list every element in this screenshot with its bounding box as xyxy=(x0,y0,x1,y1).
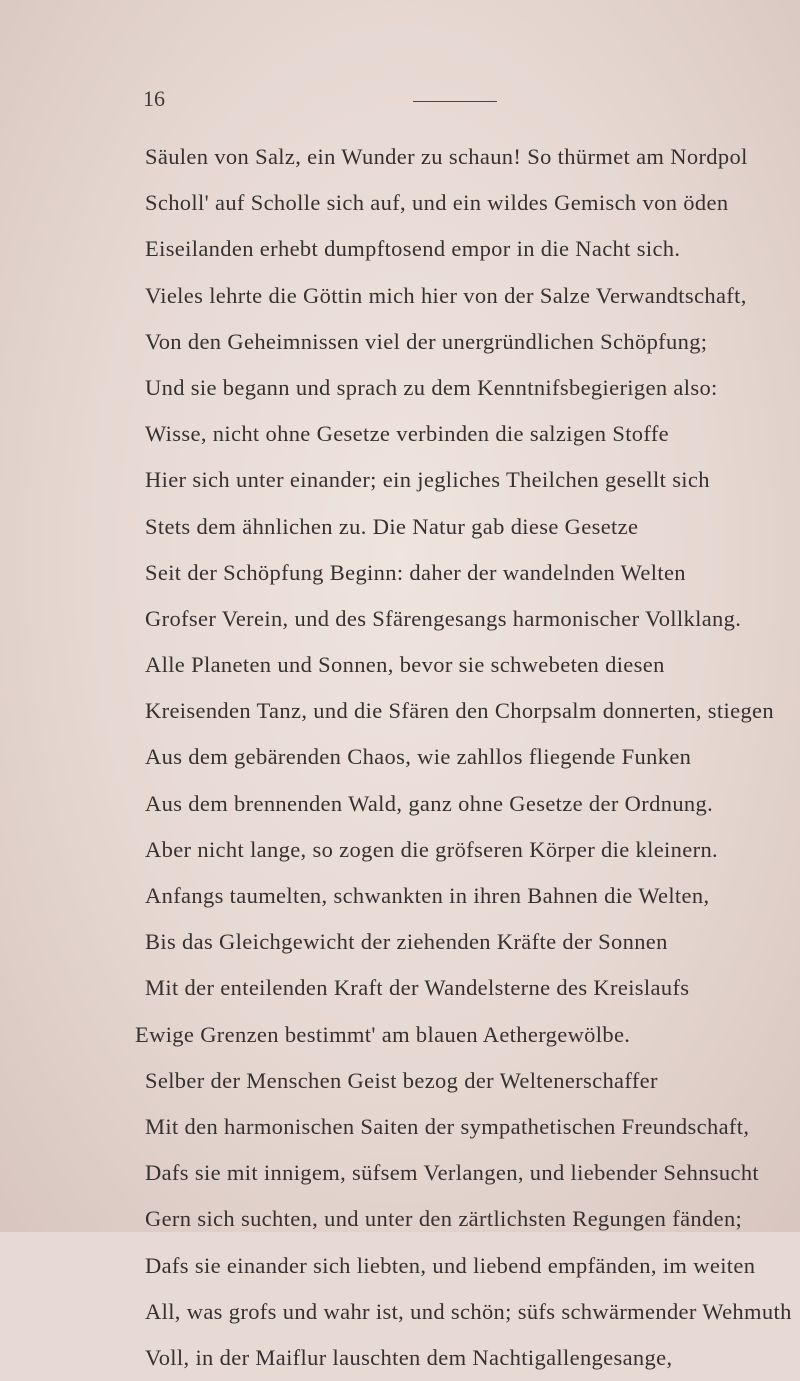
verse-line: Eiseilanden erhebt dumpftosend empor in die Nacht sich. xyxy=(145,236,681,262)
verse-line: Gern sich suchten, und unter den zärtlichsten Regungen fänden; xyxy=(145,1206,743,1232)
verse-line: Selber der Menschen Geist bezog der Weltenerschaffer xyxy=(145,1067,658,1093)
verse-line: Aus dem brennenden Wald, ganz ohne Gesetze der Ordnung. xyxy=(145,790,714,816)
verse-line: Stets dem ähnlichen zu. Die Natur gab diese Gesetze xyxy=(145,513,639,539)
verse-line: Anfangs taumelten, schwankten in ihren Bahnen die Welten, xyxy=(145,883,710,908)
header-rule xyxy=(413,101,497,102)
verse-line: Mit der enteilenden Kraft der Wandelsterne des Kreislaufs xyxy=(145,975,690,1001)
verse-line: Wisse, nicht ohne Gesetze verbinden die salzigen Stoffe xyxy=(145,421,670,447)
verse-line: Scholl' auf Scholle sich auf, und ein wildes Gemisch von öden xyxy=(145,190,729,216)
verse-line: Aus dem gebärenden Chaos, wie zahllos fliegende Funken xyxy=(145,744,692,770)
verse-line: Seit der Schöpfung Beginn: daher der wandelnden Welten xyxy=(145,559,686,585)
verse-line: Hier sich unter einander; ein jegliches Theilchen gesellt sich xyxy=(145,467,710,493)
verse-line: Aber nicht lange, so zogen die gröfseren Körper die kleinern. xyxy=(145,836,719,862)
verse-line: Mit den harmonischen Saiten der sympathetischen Freundschaft, xyxy=(145,1113,750,1139)
verse-line: Dafs sie einander sich liebten, und liebend empfänden, im weiten xyxy=(145,1252,756,1278)
verse-line: Kreisenden Tanz, und die Sfären den Chorpsalm donnerten, stiegen xyxy=(145,698,774,724)
verse-line: Von den Geheimnissen viel der unergründlichen Schöpfung; xyxy=(145,328,708,354)
page-number: 16 xyxy=(143,86,165,111)
verse-line: Und sie begann und sprach zu dem Kenntnifsbegierigen also: xyxy=(145,374,718,400)
verse-line: Alle Planeten und Sonnen, bevor sie schwebeten diesen xyxy=(145,652,665,678)
verse-line: Ewige Grenzen bestimmt' am blauen Aethergewölbe. xyxy=(135,1021,631,1047)
verse-line: Säulen von Salz, ein Wunder zu schaun! So thürmet am Nordpol xyxy=(145,144,748,169)
poem-text xyxy=(135,134,792,1381)
verse-line: Dafs sie mit innigem, süfsem Verlangen, und liebender Sehnsucht xyxy=(145,1160,760,1186)
verse-line: All, was grofs und wahr ist, und schön; süfs schwärmender Wehmuth xyxy=(145,1298,792,1324)
verse-line: Voll, in der Maiflur lauschten dem Nachtigallengesange, xyxy=(145,1344,673,1370)
verse-line: Grofser Verein, und des Sfärengesangs harmonischer Vollklang. xyxy=(145,605,742,631)
verse-line: Bis das Gleichgewicht der ziehenden Kräfte der Sonnen xyxy=(145,929,668,955)
verse-line: Vieles lehrte die Göttin mich hier von der Salze Verwandtschaft, xyxy=(145,282,747,308)
